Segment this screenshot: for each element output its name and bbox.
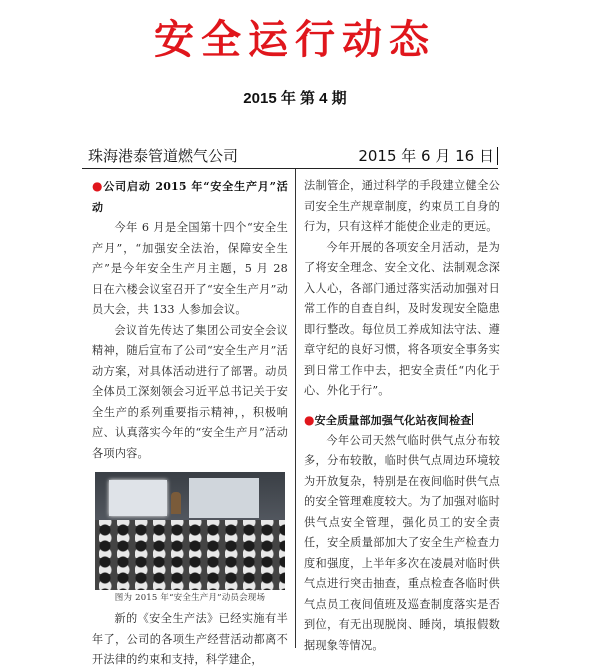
left-column — [92, 176, 288, 671]
red-dot-bullet-icon: ● — [304, 412, 315, 427]
article2-title: 安全质量部加强气化站夜间检查 — [314, 413, 472, 427]
article2-paragraph-1: 今年公司天然气临时供气点分布较多，分布较散，临时供气点周边环境较为开放复杂，特别是在夜间临时供气点的安全管理难度较大。为了加强对临时供气点安全管理，强化员工的安全责任，安全质量部加大了安全生产检查力度和强度，上半年多次在凌晨对临时供气点进行突击抽查，重点检查各临时供气点员工夜间值班及巡查制度落实是否到位，有无出现脱岗、睡岗，填报假数据现象等情况。 — [304, 433, 500, 652]
article2-heading — [304, 410, 500, 431]
text-cursor — [472, 413, 473, 425]
projection-screen-right — [189, 478, 259, 518]
article1-paragraph-4: 法制管企，通过科学的手段建立健全公司安全生产规章制度，约束员工自身的行为，只有这样才能使企业走的更远。 — [304, 179, 500, 233]
company-name: 珠海港泰管道燃气公司 — [88, 147, 239, 165]
issue-date: 2015 年 6 月 16 日 — [358, 147, 494, 165]
audience — [95, 520, 285, 590]
column-divider — [295, 169, 296, 648]
issue-number: 2015 年 第 4 期 — [243, 90, 347, 107]
speaker-figure — [171, 492, 181, 514]
article1-paragraph-3: 新的《安全生产法》已经实施有半年了，公司的各项生产经营活动都离不开法律的约束和支持，科学建企， — [92, 612, 288, 666]
article1-paragraph-2: 会议首先传达了集团公司安全会议精神，随后宣布了公司“安全生产月”活动方案，对具体活动进行了部署。动员全体员工深刻领会习近平总书记关于安全生产的系列重要指示精神，，积极响应、认真落实今年的“安全生产月”活动各项内容。 — [92, 323, 288, 460]
article1-heading — [92, 176, 288, 218]
right-column — [304, 176, 500, 656]
projection-screen-left — [109, 480, 167, 516]
photo-caption: 图为 2015 年“安全生产月”动员会现场 — [114, 593, 266, 603]
red-dot-bullet-icon: ● — [92, 179, 104, 193]
article1-title: 公司启动 2015 年“安全生产月”活动 — [92, 180, 288, 214]
header-row — [82, 145, 498, 169]
meeting-photo — [95, 472, 285, 590]
article1-paragraph-1: 今年 6 月是全国第十四个“安全生产月”，“加强安全法治，保障安全生产”是今年安全生产月主题，5 月 28 日在六楼会议室召开了“安全生产月”动员大会，共 133 人参加会议。 — [92, 221, 288, 316]
article1-paragraph-5: 今年开展的各项安全月活动，是为了将安全理念、安全文化、法制观念深入人心，各部门通过落实活动加强对日常工作的自查自纠，及时发现安全隐患即行整改。每位员工养成知法守法、遵章守纪的良好习惯，将各项安全事务实到日常工作中去，把安全责任“内化于心、外化于行”。 — [304, 240, 500, 397]
masthead-title: 安全运行动态 — [154, 17, 436, 63]
